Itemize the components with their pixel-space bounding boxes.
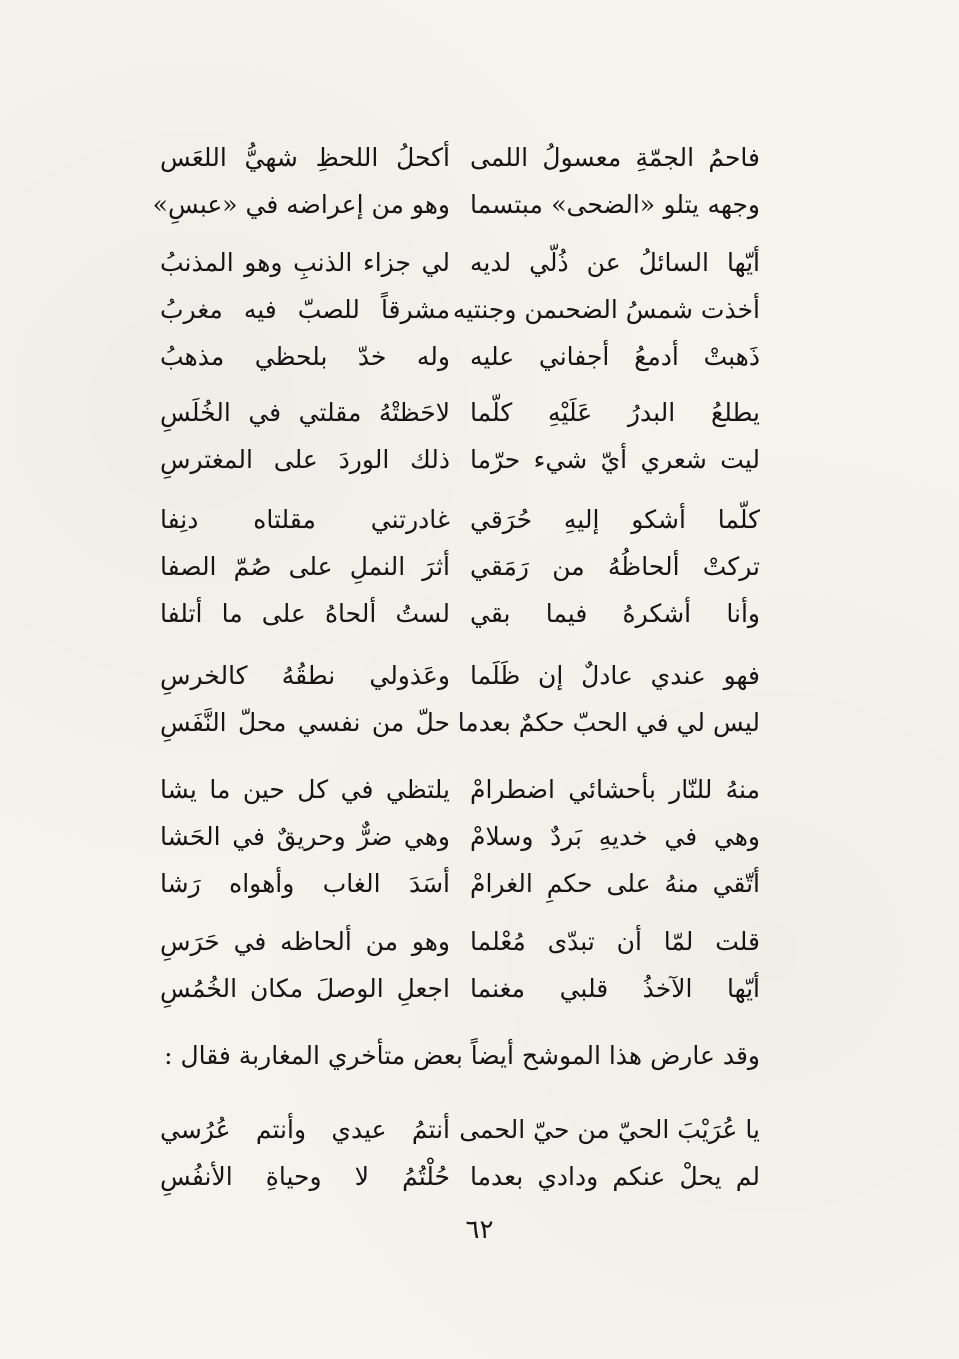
verse xyxy=(160,1157,760,1204)
stanza-2 xyxy=(160,243,760,384)
verse-second-hemistich: ذلك الوردَ على المغترسِ xyxy=(160,445,450,474)
verse xyxy=(160,656,760,703)
verse xyxy=(160,337,760,384)
verse-second-hemistich: مشرقاً للصبّ فيه مغربُ xyxy=(160,295,450,324)
stanza-3 xyxy=(160,393,760,487)
verse-second-hemistich: غادرتني مقلتاه دنِفا xyxy=(160,505,450,534)
verse-first-hemistich: أيّها السائلُ عن ذُلّي لديه xyxy=(470,248,760,277)
verse-second-hemistich: أنتمُ عيدي وأنتم عُرُسي xyxy=(160,1115,450,1144)
verse-second-hemistich: وله خدّ بلحظي مذهبُ xyxy=(160,342,450,371)
verse-first-hemistich: قلت لمّا أن تبدّى مُعْلما xyxy=(470,927,760,956)
verse-second-hemistich: أسَدَ الغاب وأهواه رَشا xyxy=(160,869,450,898)
verse-second-hemistich: أثرَ النملِ على صُمّ الصفا xyxy=(160,552,450,581)
verse xyxy=(160,922,760,969)
verse-second-hemistich: لي جزاء الذنبِ وهو المذنبُ xyxy=(160,248,450,277)
verse-first-hemistich: يطلعُ البدرُ عَلَيْهِ كلّما xyxy=(470,398,760,427)
verse xyxy=(160,770,760,817)
stanza-7 xyxy=(160,922,760,1016)
verse-first-hemistich: فاحمُ الجمّةِ معسولُ اللمى xyxy=(470,143,760,172)
verse-second-hemistich: حلّ من نفسي محلّ النَّفَسِ xyxy=(160,708,450,737)
verse-first-hemistich: أخذت شمسُ الضحىمن وجنتيه xyxy=(452,295,760,324)
prose-paragraph: وقد عارض هذا الموشح أيضاً بعض متأخري المغاربة فقال : xyxy=(164,1041,760,1070)
verse xyxy=(160,393,760,440)
verse xyxy=(160,547,760,594)
verse-second-hemistich: وعَذولي نطقُهُ كالخرسِ xyxy=(160,661,450,690)
verse-second-hemistich: وهي ضرٌّ وحريقٌ في الحَشا xyxy=(160,822,450,851)
verse-first-hemistich: أتّقي منهُ على حكمِ الغرامْ xyxy=(470,869,760,898)
verse-second-hemistich: حُلْتُمُ لا وحياةِ الأنفُسِ xyxy=(160,1162,450,1191)
verse-second-hemistich: لاحَظتْهُ مقلتي في الخُلَسِ xyxy=(160,398,450,427)
verse xyxy=(160,594,760,641)
verse-second-hemistich: وهو من ألحاظه في حَرَسِ xyxy=(160,927,450,956)
verse-second-hemistich: يلتظي في كل حين ما يشا xyxy=(160,775,450,804)
page-number: ٦٢ xyxy=(465,1215,494,1245)
verse-first-hemistich: وأنا أشكرهُ فيما بقي xyxy=(470,599,760,628)
verse-second-hemistich: لستُ ألحاهُ على ما أتلفا xyxy=(160,599,450,628)
verse xyxy=(160,703,760,750)
verse xyxy=(160,969,760,1016)
verse xyxy=(160,817,760,864)
verse xyxy=(160,440,760,487)
verse-first-hemistich: وهي في خديهِ بَردٌ وسلامْ xyxy=(470,822,760,851)
verse xyxy=(160,1110,760,1157)
stanza-6 xyxy=(160,770,760,911)
verse-first-hemistich: أيّها الآخذُ قلبي مغنما xyxy=(470,974,760,1003)
verse xyxy=(160,138,760,185)
verse xyxy=(160,500,760,547)
verse xyxy=(160,290,760,337)
verse-first-hemistich: وجهه يتلو «الضحى» مبتسما xyxy=(470,190,760,219)
stanza-1 xyxy=(152,138,760,232)
verse-first-hemistich: ذَهبتْ أدمعُ أجفاني عليه xyxy=(470,342,760,371)
verse-second-hemistich: اجعلِ الوصلَ مكان الخُمُسِ xyxy=(160,974,450,1003)
verse-first-hemistich: منهُ للنّار بأحشائي اضطرامْ xyxy=(470,775,760,804)
verse xyxy=(160,864,760,911)
stanza-4 xyxy=(160,500,760,641)
verse-first-hemistich: فهو عندي عادلٌ إن ظَلَما xyxy=(470,661,760,690)
stanza-8 xyxy=(160,1110,760,1204)
verse-first-hemistich: ليس لي في الحبّ حكمٌ بعدما xyxy=(457,708,760,737)
verse-first-hemistich: تركتْ ألحاظُهُ من رَمَقي xyxy=(470,552,760,581)
verse xyxy=(152,185,760,232)
verse-first-hemistich: لم يحلْ عنكم ودادي بعدما xyxy=(470,1162,760,1191)
verse-second-hemistich: أكحلُ اللحظِ شهيُّ اللعَس xyxy=(160,143,450,172)
verse-first-hemistich: يا عُرَيْبَ الحيّ من حيّ الحمى xyxy=(459,1115,760,1144)
verse-second-hemistich: وهو من إعراضه في «عبسِ» xyxy=(152,190,450,219)
verse-first-hemistich: ليت شعري أيّ شيء حرّما xyxy=(470,445,760,474)
verse-first-hemistich: كلّما أشكو إليهِ حُرَقي xyxy=(470,505,760,534)
verse xyxy=(160,243,760,290)
stanza-5 xyxy=(160,656,760,750)
